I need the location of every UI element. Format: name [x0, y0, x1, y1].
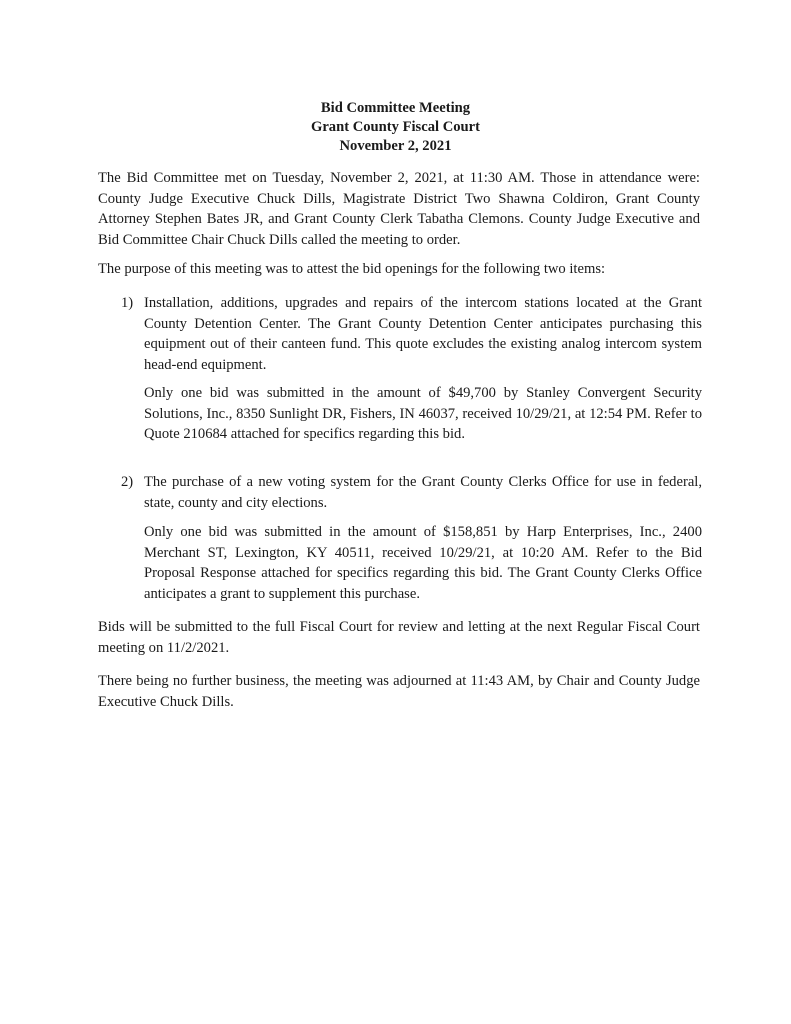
bid-item-submission: Only one bid was submitted in the amount of $158,851 by Harp Enterprises, Inc., 2400 Merchant ST, Lexington, KY 40511, received 10/29/21, at 10:20 AM. Refer to the Bid Proposal Response attached for specifics regarding this bid. The Grant County Clerks Office anticipates a grant to supplement this purchase.	[144, 524, 702, 602]
bid-item-number: 2)	[121, 474, 134, 490]
bid-item-submission: Only one bid was submitted in the amount of $49,700 by Stanley Convergent Security Solutions, Inc., 8350 Sunlight DR, Fishers, IN 46037, received 10/29/21, at 12:54 PM. Refer to Quote 210684 attached for specifics regarding this bid.	[144, 385, 702, 442]
purpose-paragraph: The purpose of this meeting was to attest the bid openings for the following two items:	[98, 261, 606, 277]
bid-item-number: 1)	[121, 295, 134, 311]
document-header	[0, 99, 791, 156]
meeting-date: November 2, 2021	[339, 138, 452, 154]
meeting-title: Bid Committee Meeting	[320, 100, 471, 116]
attendance-paragraph: The Bid Committee met on Tuesday, November 2, 2021, at 11:30 AM. Those in attendance were: County Judge Executive Chuck Dills, Magistrate District Two Shawna Coldiron, Grant County Attorney Stephen Bates JR, and Grant County Clerk Tabatha Clemons. County Judge Executive and Bid Committee Chair Chuck Dills called the meeting to order.	[98, 170, 700, 248]
bid-item-description: Installation, additions, upgrades and repairs of the intercom stations located at the Grant County Detention Center. The Grant County Detention Center anticipates purchasing this equipment out of their canteen fund. This quote excludes the existing analog intercom system head-end equipment.	[144, 295, 702, 373]
organization-name: Grant County Fiscal Court	[310, 119, 481, 135]
adjournment-paragraph: There being no further business, the meeting was adjourned at 11:43 AM, by Chair and County Judge Executive Chuck Dills.	[98, 673, 700, 710]
submission-paragraph: Bids will be submitted to the full Fiscal Court for review and letting at the next Regular Fiscal Court meeting on 11/2/2021.	[98, 619, 700, 656]
bid-item-description: The purchase of a new voting system for the Grant County Clerks Office for use in federal, state, county and city elections.	[144, 474, 702, 511]
